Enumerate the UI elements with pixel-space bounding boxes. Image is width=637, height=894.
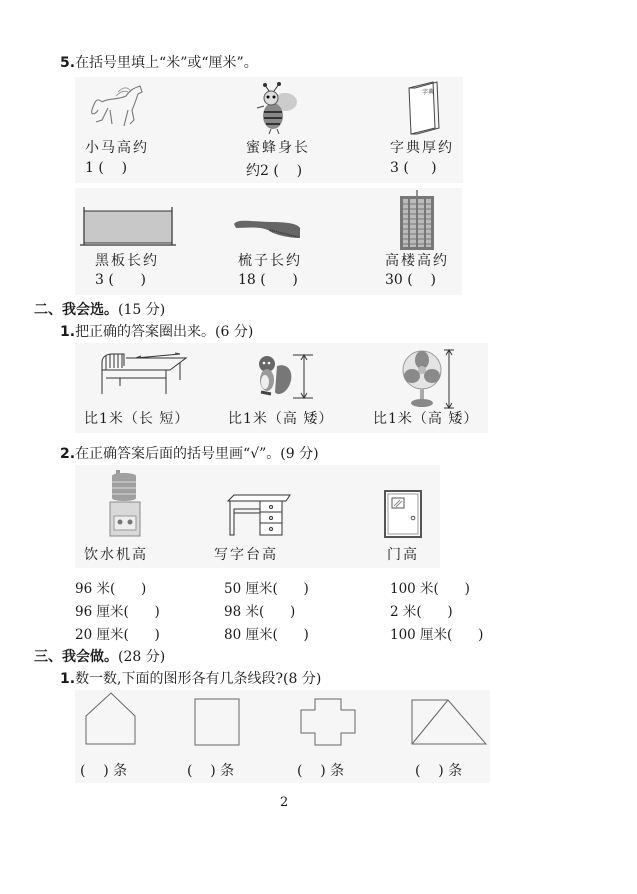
square-shape [194,698,240,746]
answer-blank[interactable]: 30 ( ) [385,272,436,288]
option-blank[interactable]: 20 厘米( ) [75,627,160,643]
desk-icon [228,495,290,537]
question-prompt: 在括号里填上“米”或“厘米”。 [75,55,258,71]
section-2-q2-heading: 2.在正确答案后面的括号里画“√”。(9 分) [60,446,319,462]
section-2-q1-heading: 1.把正确的答案圈出来。(6 分) [60,324,254,340]
pentagon-house-shape [85,692,137,746]
page-number: 2 [280,795,289,810]
item-label: 字典厚约 [390,140,454,156]
horse-icon [88,80,146,128]
dictionary-icon [407,80,443,136]
building-icon [398,190,436,250]
answer-blank[interactable]: 18 ( ) [238,272,298,288]
item-label: 黑板长约 [95,253,159,269]
cross-shape [300,698,356,746]
question-number: 5. [60,55,76,71]
water-dispenser-icon [108,470,148,538]
option-blank[interactable]: 96 厘米( ) [75,604,160,620]
answer-blank[interactable]: 3 ( ) [95,272,146,288]
section-3-title: 三、我会做。(28 分) [34,649,166,665]
trapezoid-triangle-shape [411,699,487,745]
item-label: 高楼高约 [385,253,449,269]
count-blank[interactable]: ( ) 条 [80,763,128,779]
count-blank[interactable]: ( ) 条 [415,763,463,779]
option-blank[interactable]: 50 厘米( ) [224,581,309,597]
question-5-heading [60,52,258,72]
item-label: 写字台高 [214,547,278,563]
item-label: 饮水机高 [84,547,148,563]
answer-blank[interactable]: 约2 ( ) [246,163,303,179]
bee-icon [253,82,299,134]
item-label: 小马高约 [85,140,149,156]
option-blank[interactable]: 100 厘米( ) [390,627,484,643]
fan-icon [400,350,460,410]
squirrel-icon [255,352,315,400]
svg-text:字典: 字典 [422,89,435,96]
count-blank[interactable]: ( ) 条 [297,763,345,779]
choice-label[interactable]: 比1米（高 矮） [373,411,479,427]
count-blank[interactable]: ( ) 条 [187,763,235,779]
answer-blank[interactable]: 1 ( ) [85,160,128,176]
answer-blank[interactable]: 3 ( ) [390,160,437,176]
blackboard-icon [80,207,176,247]
section-3-q1-heading: 1.数一数,下面的图形各有几条线段?(8 分) [60,671,322,687]
option-blank[interactable]: 98 米( ) [224,604,296,620]
section-2-title: 二、我会选。(15 分) [34,302,166,318]
option-blank[interactable]: 80 厘米( ) [224,627,309,643]
option-blank[interactable]: 2 米( ) [390,604,453,620]
bed-icon [100,350,190,395]
item-label: 梳子长约 [238,253,302,269]
item-label: 蜜蜂身长 [246,140,310,156]
option-blank[interactable]: 96 米( ) [75,581,147,597]
comb-icon [232,218,302,242]
item-label: 门高 [387,547,419,563]
choice-label[interactable]: 比1米（高 矮） [228,411,334,427]
door-icon [384,490,424,540]
choice-label[interactable]: 比1米（长 短） [84,411,190,427]
option-blank[interactable]: 100 米( ) [390,581,470,597]
